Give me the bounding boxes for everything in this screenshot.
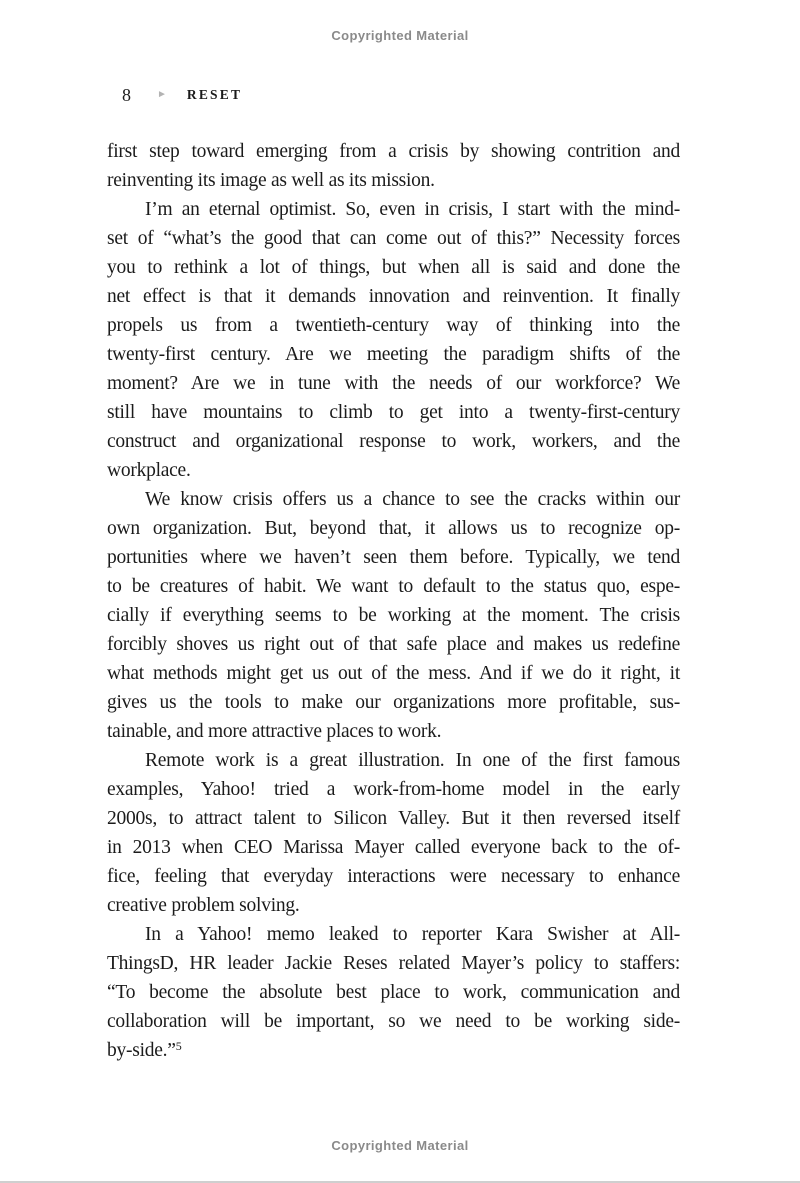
text-line: portunities where we haven’t seen them before. Typically, we tend [107,547,680,568]
text-line: own organization. But, beyond that, it allows us to recognize op- [107,518,680,539]
copyright-notice-top: Copyrighted Material [331,28,469,43]
text-line: creative problem solving. [107,895,300,916]
text-line: examples, Yahoo! tried a work-from-home model in the early [107,779,680,800]
text-line: workplace. [107,460,191,481]
text-line-fragment: by-side.” [107,1040,176,1061]
text-line: first step toward emerging from a crisis by showing contrition and [107,141,680,162]
text-line: set of “what’s the good that can come out of this?” Necessity forces [107,228,680,249]
text-line: net effect is that it demands innovation and reinvention. It finally [107,286,680,307]
text-line: moment? Are we in tune with the needs of our workforce? We [107,373,680,394]
text-line: gives us the tools to make our organizations more profitable, sus- [107,692,680,713]
text-line: We know crisis offers us a chance to see the cracks within our [145,489,680,510]
text-line: reinventing its image as well as its mission. [107,170,435,191]
page-number: 8 [122,84,131,105]
text-line: forcibly shoves us right out of that safe place and makes us redefine [107,634,680,655]
text-line: you to rethink a lot of things, but when all is said and done the [107,257,680,278]
right-triangle-icon: ► [157,89,167,100]
text-line: fice, feeling that everyday interactions were necessary to enhance [107,866,680,887]
text-line: ThingsD, HR leader Jackie Reses related Mayer’s policy to staffers: [107,953,680,974]
text-line: still have mountains to climb to get into a twenty-first-century [107,402,680,423]
text-line: to be creatures of habit. We want to default to the status quo, espe- [107,576,680,597]
running-head-title: RESET [186,87,243,102]
text-line: Remote work is a great illustration. In one of the first famous [145,750,680,771]
body-text [107,137,680,1065]
text-line: what methods might get us out of the mess. And if we do it right, it [107,663,680,684]
text-line: twenty-first century. Are we meeting the paradigm shifts of the [107,344,680,365]
text-line [107,1036,680,1065]
text-line: In a Yahoo! memo leaked to reporter Kara Swisher at All- [145,924,680,945]
text-line: “To become the absolute best place to work, communication and [107,982,680,1003]
text-line: propels us from a twentieth-century way of thinking into the [107,315,680,336]
copyright-notice-bottom: Copyrighted Material [331,1138,469,1153]
text-line: I’m an eternal optimist. So, even in crisis, I start with the mind- [145,199,680,220]
text-line: 2000s, to attract talent to Silicon Valley. But it then reversed itself [107,808,680,829]
text-line: in 2013 when CEO Marissa Mayer called everyone back to the of- [107,837,680,858]
footnote-ref: 5 [175,1039,182,1053]
text-line: collaboration will be important, so we need to be working side- [107,1011,680,1032]
running-header [122,84,242,106]
text-line: tainable, and more attractive places to work. [107,721,442,742]
text-line: cially if everything seems to be working at the moment. The crisis [107,605,680,626]
text-line: construct and organizational response to work, workers, and the [107,431,680,452]
